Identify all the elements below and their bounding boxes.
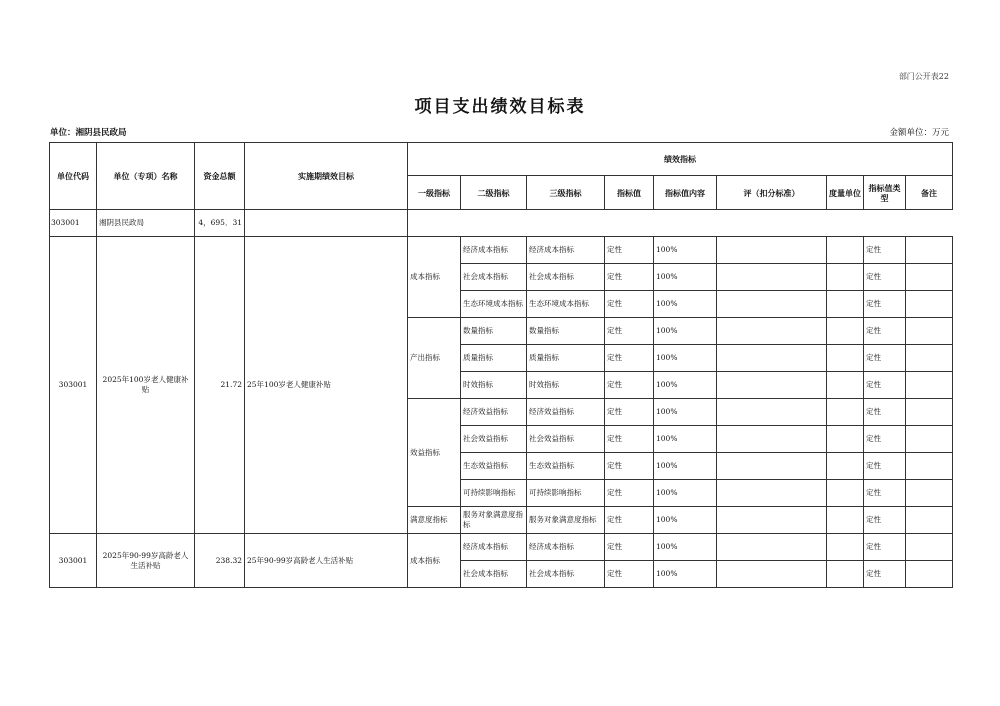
level1-indicator: 效益指标	[408, 399, 461, 507]
score-standard	[717, 264, 827, 291]
level2-indicator: 时效指标	[461, 372, 527, 399]
indicator-content: 100%	[654, 561, 717, 588]
header-row-1	[50, 143, 953, 176]
level3-indicator: 数量指标	[527, 318, 605, 345]
header-unit-code: 单位代码	[50, 143, 97, 210]
header-content: 指标值内容	[654, 176, 717, 210]
remark	[906, 318, 953, 345]
indicator-row	[50, 237, 953, 264]
indicator-type: 定性	[864, 264, 906, 291]
indicator-type: 定性	[864, 291, 906, 318]
remark	[906, 561, 953, 588]
level2-indicator: 经济效益指标	[461, 399, 527, 426]
indicator-type: 定性	[864, 507, 906, 534]
level2-indicator: 数量指标	[461, 318, 527, 345]
level3-indicator: 社会成本指标	[527, 264, 605, 291]
indicator-value: 定性	[605, 372, 654, 399]
indicator-type: 定性	[864, 426, 906, 453]
form-number: 部门公开表22	[898, 72, 949, 81]
header-total-funds: 资金总额	[195, 143, 245, 210]
level3-indicator: 经济效益指标	[527, 399, 605, 426]
level3-indicator: 社会成本指标	[527, 561, 605, 588]
indicator-type: 定性	[864, 561, 906, 588]
remark	[906, 507, 953, 534]
remark	[906, 480, 953, 507]
indicator-content: 100%	[654, 318, 717, 345]
remark	[906, 264, 953, 291]
header-perf: 绩效指标	[408, 143, 953, 176]
project-code: 303001	[50, 534, 97, 588]
header-level3: 三级指标	[527, 176, 605, 210]
remark	[906, 399, 953, 426]
measure-unit	[827, 291, 864, 318]
level3-indicator: 可持续影响指标	[527, 480, 605, 507]
score-standard	[717, 318, 827, 345]
level2-indicator: 社会成本指标	[461, 561, 527, 588]
level2-indicator: 社会成本指标	[461, 264, 527, 291]
project-amount: 238.32	[195, 534, 245, 588]
level2-indicator: 质量指标	[461, 345, 527, 372]
header-remark: 备注	[906, 176, 953, 210]
indicator-content: 100%	[654, 534, 717, 561]
score-standard	[717, 534, 827, 561]
indicator-value: 定性	[605, 318, 654, 345]
measure-unit	[827, 372, 864, 399]
level3-indicator: 质量指标	[527, 345, 605, 372]
indicator-content: 100%	[654, 453, 717, 480]
score-standard	[717, 453, 827, 480]
indicator-content: 100%	[654, 264, 717, 291]
header-level2: 二级指标	[461, 176, 527, 210]
indicator-value: 定性	[605, 237, 654, 264]
score-standard	[717, 561, 827, 588]
level2-indicator: 服务对象满意度指标	[461, 507, 527, 534]
level2-indicator: 生态环境成本指标	[461, 291, 527, 318]
level3-indicator: 社会效益指标	[527, 426, 605, 453]
score-standard	[717, 372, 827, 399]
indicator-value: 定性	[605, 345, 654, 372]
score-standard	[717, 345, 827, 372]
header-type: 指标值类型	[864, 176, 906, 210]
level3-indicator: 经济成本指标	[527, 237, 605, 264]
measure-unit	[827, 426, 864, 453]
indicator-type: 定性	[864, 453, 906, 480]
measure-unit	[827, 345, 864, 372]
level2-indicator: 生态效益指标	[461, 453, 527, 480]
summary-row	[50, 210, 953, 237]
indicator-type: 定性	[864, 399, 906, 426]
header-value: 指标值	[605, 176, 654, 210]
page-title: 项目支出绩效目标表	[414, 97, 586, 117]
indicator-value: 定性	[605, 399, 654, 426]
measure-unit	[827, 264, 864, 291]
remark	[906, 372, 953, 399]
header-goal: 实施期绩效目标	[245, 143, 408, 210]
indicator-content: 100%	[654, 291, 717, 318]
header-score: 评（扣分标准）	[717, 176, 827, 210]
level3-indicator: 生态环境成本指标	[527, 291, 605, 318]
score-standard	[717, 426, 827, 453]
level1-indicator: 成本指标	[408, 534, 461, 588]
measure-unit	[827, 534, 864, 561]
performance-table	[49, 142, 953, 588]
indicator-value: 定性	[605, 426, 654, 453]
header-project-name: 单位（专项）名称	[97, 143, 195, 210]
summary-name: 湘阴县民政局	[97, 210, 195, 237]
indicator-content: 100%	[654, 480, 717, 507]
indicator-value: 定性	[605, 291, 654, 318]
level3-indicator: 服务对象满意度指标	[527, 507, 605, 534]
indicator-type: 定性	[864, 318, 906, 345]
level2-indicator: 经济成本指标	[461, 237, 527, 264]
indicator-type: 定性	[864, 345, 906, 372]
indicator-value: 定性	[605, 534, 654, 561]
score-standard	[717, 507, 827, 534]
indicator-value: 定性	[605, 453, 654, 480]
measure-unit	[827, 318, 864, 345]
level2-indicator: 社会效益指标	[461, 426, 527, 453]
measure-unit	[827, 399, 864, 426]
project-goal: 25年90-99岁高龄老人生活补贴	[245, 534, 408, 588]
measure-unit	[827, 453, 864, 480]
indicator-value: 定性	[605, 264, 654, 291]
summary-empty	[408, 210, 953, 237]
indicator-content: 100%	[654, 372, 717, 399]
measure-unit	[827, 561, 864, 588]
measure-unit	[827, 480, 864, 507]
header-measure-unit: 度量单位	[827, 176, 864, 210]
score-standard	[717, 480, 827, 507]
indicator-value: 定性	[605, 507, 654, 534]
header-level1: 一级指标	[408, 176, 461, 210]
remark	[906, 534, 953, 561]
indicator-content: 100%	[654, 507, 717, 534]
indicator-content: 100%	[654, 237, 717, 264]
indicator-row	[50, 534, 953, 561]
score-standard	[717, 291, 827, 318]
remark	[906, 237, 953, 264]
level2-indicator: 经济成本指标	[461, 534, 527, 561]
summary-code: 303001	[50, 210, 97, 237]
indicator-value: 定性	[605, 480, 654, 507]
indicator-type: 定性	[864, 480, 906, 507]
level3-indicator: 经济成本指标	[527, 534, 605, 561]
level2-indicator: 可持续影响指标	[461, 480, 527, 507]
remark	[906, 345, 953, 372]
indicator-type: 定性	[864, 372, 906, 399]
score-standard	[717, 399, 827, 426]
indicator-type: 定性	[864, 534, 906, 561]
remark	[906, 453, 953, 480]
summary-goal	[245, 210, 408, 237]
score-standard	[717, 237, 827, 264]
measure-unit	[827, 237, 864, 264]
indicator-value: 定性	[605, 561, 654, 588]
remark	[906, 426, 953, 453]
level1-indicator: 产出指标	[408, 318, 461, 399]
level1-indicator: 满意度指标	[408, 507, 461, 534]
project-amount: 21.72	[195, 237, 245, 534]
amount-unit-label: 金额单位：万元	[889, 128, 949, 138]
unit-label: 单位：湘阴县民政局	[50, 128, 127, 138]
indicator-content: 100%	[654, 345, 717, 372]
project-code: 303001	[50, 237, 97, 534]
measure-unit	[827, 507, 864, 534]
project-goal: 25年100岁老人健康补贴	[245, 237, 408, 534]
summary-amount: 4，695．31	[195, 210, 245, 237]
indicator-type: 定性	[864, 237, 906, 264]
level3-indicator: 生态效益指标	[527, 453, 605, 480]
project-name: 2025年90-99岁高龄老人生活补贴	[97, 534, 195, 588]
remark	[906, 291, 953, 318]
indicator-content: 100%	[654, 426, 717, 453]
indicator-content: 100%	[654, 399, 717, 426]
project-name: 2025年100岁老人健康补贴	[97, 237, 195, 534]
level1-indicator: 成本指标	[408, 237, 461, 318]
level3-indicator: 时效指标	[527, 372, 605, 399]
